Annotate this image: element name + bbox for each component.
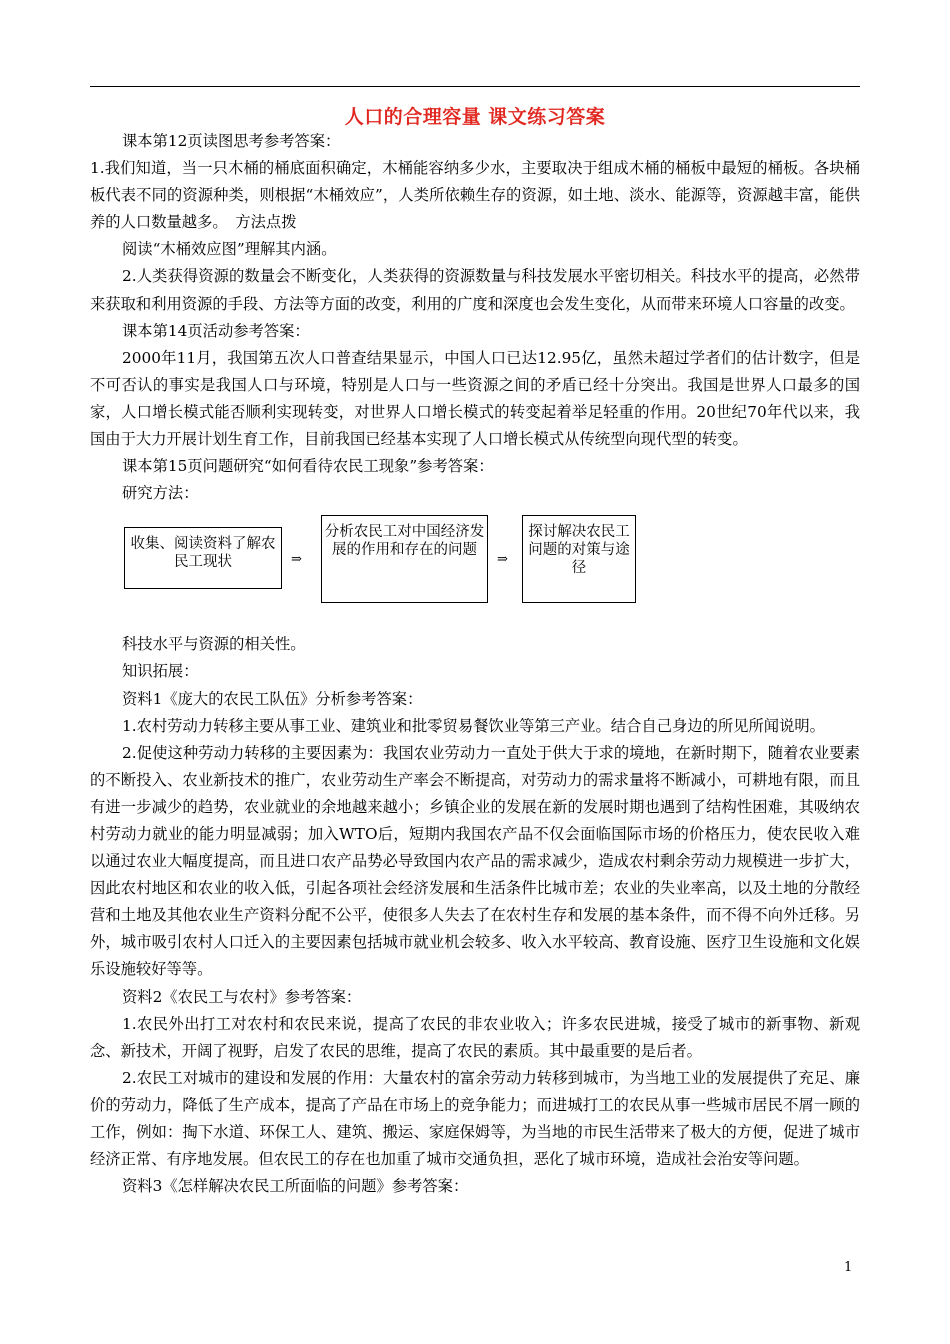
- header-rule: [90, 86, 860, 87]
- flow-arrow-icon: ⇒: [497, 552, 508, 568]
- page-number: 1: [844, 1260, 853, 1275]
- paragraph: 1.农民外出打工对农村和农民来说，提高了农民的非农业收入；许多农民进城，接受了城市的新事物、新观念、新技术，开阔了视野，启发了农民的思维，提高了农民的素质。其中最重要的是后者。: [90, 1014, 860, 1060]
- paragraph: 知识拓展：: [122, 662, 199, 681]
- paragraph: 课本第14页活动参考答案：: [122, 321, 310, 340]
- paragraph: 2000年11月，我国第五次人口普查结果显示，中国人口已达12.95亿，虽然未超过学者们的估计数字，但是不可否认的事实是我国人口与环境，特别是人口与一些资源之间的矛盾已经十分突出。我国是世界人口最多的国家，人口增长模式能否顺利实现转变，对世界人口增长模式的转变起着举足轻重的作用。20世纪70年代以来，我国由于大力开展计划生育工作，目前我国已经基本实现了人口增长模式从传统型向现代型的转变。: [90, 348, 860, 449]
- document-body: [90, 128, 860, 1200]
- page-title: 人口的合理容量 课文练习答案: [344, 106, 606, 128]
- paragraph: 2.促使这种劳动力转移的主要因素为：我国农业劳动力一直处于供大于求的境地，在新时期下，随着农业要素的不断投入、农业新技术的推广，农业劳动生产率会不断提高，对劳动力的需求量将不断减小，可耕地有限，而且有进一步减少的趋势，农业就业的余地越来越小；乡镇企业的发展在新的发展时期也遇到了结构性困难，其吸纳农村劳动力就业的能力明显减弱；加入WTO后，短期内我国农产品不仅会面临国际市场的价格压力，使农民收入难以通过农业大幅度提高，而且进口农产品势必导致国内农产品的需求减少，造成农村剩余劳动力规模进一步扩大，因此农村地区和农业的收入低，引起各项社会经济发展和生活条件比城市差；农业的失业率高，以及土地的分散经营和土地及其他农业生产资料分配不公平，使很多人失去了在农村生存和发展的基本条件，而不得不向外迁移。另外，城市吸引农村人口迁入的主要因素包括城市就业机会较多、收入水平较高、教育设施、医疗卫生设施和文化娱乐设施较好等等。: [90, 743, 860, 979]
- paragraph: 2.农民工对城市的建设和发展的作用：大量农村的富余劳动力转移到城市，为当地工业的发展提供了充足、廉价的劳动力，降低了生产成本，提高了产品在市场上的竞争能力；而进城打工的农民从事一些城市居民不屑一顾的工作，例如：掏下水道、环保工人、建筑、搬运、家庭保姆等，为当地的市民生活带来了极大的方便，促进了城市经济正常、有序地发展。但农民工的存在也加重了城市交通负担，恶化了城市环境，造成社会治安等问题。: [90, 1068, 860, 1169]
- flow-box-analyze: 分析农民工对中国经济发展的作用和存在的问题: [321, 515, 488, 603]
- paragraph: 资料2《农民工与农村》参考答案：: [122, 987, 362, 1006]
- paragraph: 阅读“木桶效应图”理解其内涵。: [122, 240, 337, 259]
- paragraph: 资料3《怎样解决农民工所面临的问题》参考答案：: [122, 1177, 469, 1196]
- flow-box-solve: 探讨解决农民工问题的对策与途径: [522, 515, 636, 603]
- flow-arrow-icon: ⇒: [291, 552, 302, 568]
- paragraph: 1.农村劳动力转移主要从事工业、建筑业和批零贸易餐饮业等第三产业。结合自己身边的所见所闻说明。: [122, 716, 825, 735]
- flow-box-collect: 收集、阅读资料了解农民工现状: [124, 527, 282, 589]
- paragraph: 课本第12页读图思考参考答案：: [122, 132, 341, 150]
- paragraph: 科技水平与资源的相关性。: [122, 635, 306, 654]
- research-method-flowchart: [90, 509, 860, 629]
- paragraph: 资料1《庞大的农民工队伍》分析参考答案：: [122, 689, 423, 708]
- paragraph: 1.我们知道，当一只木桶的桶底面积确定，木桶能容纳多少水，主要取决于组成木桶的桶板中最短的桶板。各块桶板代表不同的资源种类，则根据“木桶效应”，人类所依赖生存的资源，如土地、淡水、能源等，资源越丰富，能供养的人口数量越多。 方法点拨: [90, 159, 860, 232]
- paragraph: 研究方法：: [122, 484, 199, 503]
- paragraph: 2.人类获得资源的数量会不断变化，人类获得的资源数量与科技发展水平密切相关。科技水平的提高，必然带来获取和利用资源的手段、方法等方面的改变，利用的广度和深度也会发生变化，从而带来环境人口容量的改变。: [90, 267, 860, 313]
- paragraph: 课本第15页问题研究“如何看待农民工现象”参考答案：: [122, 457, 494, 476]
